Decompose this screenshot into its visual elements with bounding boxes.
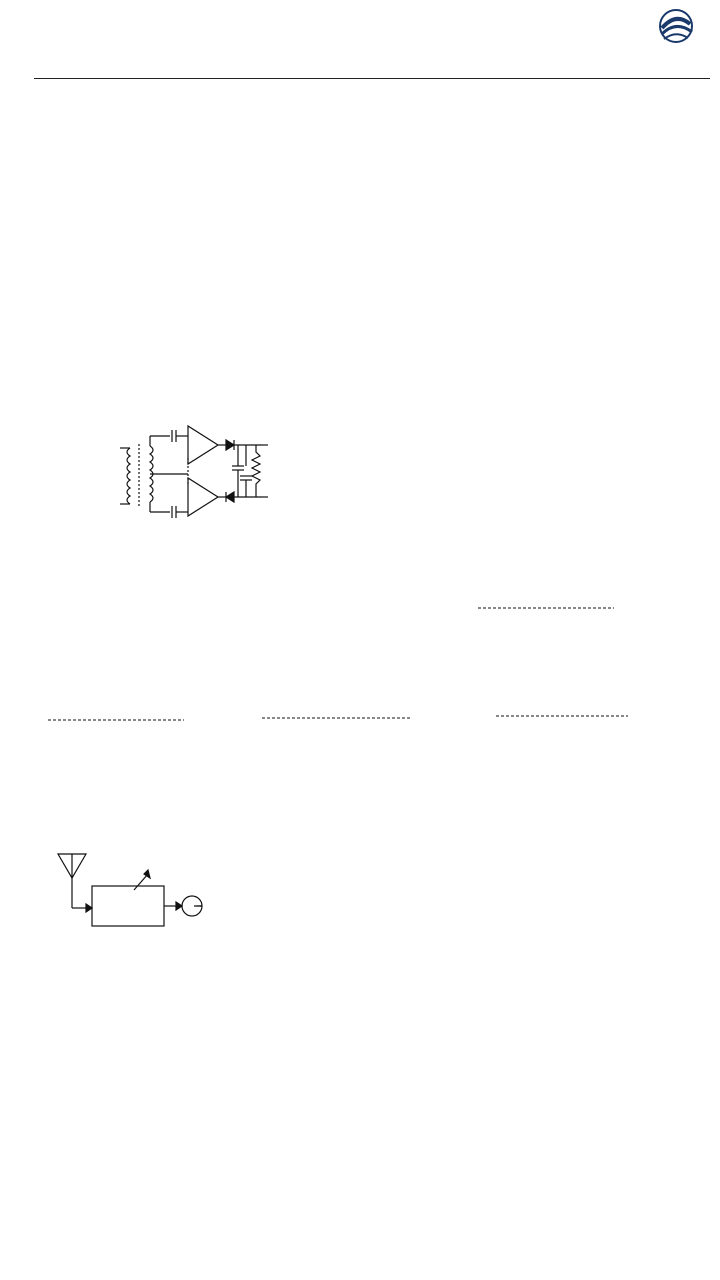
figure-5-waveform — [48, 694, 184, 748]
heterodyne-block-diagram — [48, 834, 448, 996]
logo-emblem-icon — [616, 6, 708, 48]
figure-2-waveform — [270, 576, 414, 638]
figure-4-waveform — [262, 690, 412, 746]
header-divider — [34, 78, 710, 79]
organization-logo — [616, 6, 708, 78]
figure-1-waveform — [478, 574, 614, 640]
figure-3-waveform — [496, 670, 628, 760]
page-header — [30, 6, 714, 78]
detector-circuit-diagram — [112, 418, 278, 528]
